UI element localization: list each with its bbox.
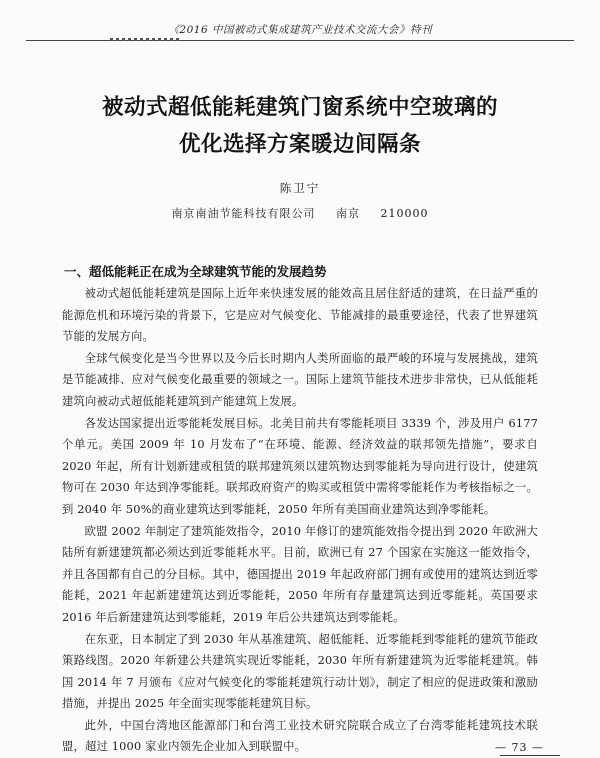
affiliation-city: 南京 (336, 207, 360, 220)
paragraph: 欧盟 2002 年制定了建筑能效指令，2010 年修订的建筑能效指令提出到 2020 年欧洲大陆所有新建建筑都必须达到近零能耗水平。目前，欧洲已有 27 个国家在实施这一能效指令，并且各国都有自己的分目标。其中，德国提出 2019 年起政府部门拥有或使用的建筑达到近零能耗，2021 年起新建建筑达到近零能耗，2050 年所有存量建筑达到近零能耗。英国要求 2016 年后新建建筑达到零能耗，2019 年后公共建筑达到零能耗。 (62, 524, 538, 624)
paragraph: 此外，中国台湾地区能源部门和台湾工业技术研究院联合成立了台湾零能耗建筑技术联盟，超过 1000 家业内领先企业加入到联盟中。 (62, 718, 538, 754)
paragraph: 被动式超低能耗建筑是国际上近年来快速发展的能效高且居住舒适的建筑，在日益严重的能源危机和环境污染的背景下，它是应对气候变化、节能减排的最重要途径，代表了世界建筑节能的发展方向。 (62, 287, 538, 344)
paragraph: 在东亚，日本制定了到 2030 年从基准建筑、超低能耗、近零能耗到零能耗的建筑节能政策路线图。2020 年新建公共建筑实现近零能耗，2030 年所有新建建筑为近零能耗建筑。韩国 2014 年 7 月颁布《应对气候变化的零能耗建筑行动计划》，制定了相应的促进政策和激励措施，并提出 2025 年全面实现零能耗建筑目标。 (62, 632, 538, 711)
running-header (0, 16, 600, 50)
section-body (62, 283, 538, 758)
journal-header-text: 《2016 中国被动式集成建筑产业技术交流大会》特刊 (168, 24, 432, 36)
header-rule (26, 40, 574, 41)
author-name: 陈卫宁 (279, 181, 321, 195)
paper-title-line-1: 被动式超低能耗建筑门窗系统中空玻璃的 (101, 95, 498, 120)
page-number: — 73 — (495, 741, 544, 754)
paragraph: 各发达国家提出近零能耗发展目标。北美目前共有零能耗项目 3339 个，涉及用户 6177 个单元。美国 2009 年 10 月发布了“在环境、能源、经济效益的联邦领先措施”，要求自 2020 年起，所有计划新建或租赁的联邦建筑须以建筑物达到零能耗为导向进行设计，使建筑物可在 2030 年达到净零能耗。联邦政府资产的购买或租赁中需将零能耗作为考核指标之一。到 2040 年 50%的商业建筑达到零能耗，2050 年所有美国商业建筑达到净零能耗。 (62, 416, 538, 516)
affiliation-postcode: 210000 (380, 207, 429, 220)
author-affiliation (0, 205, 600, 221)
paper-title-line-2: 优化选择方案暖边间隔条 (178, 132, 421, 157)
paragraph: 全球气候变化是当今世界以及今后长时期内人类所面临的最严峻的环境与发展挑战，建筑是节能减排、应对气候变化最重要的领域之一。国际上建筑节能技术进步非常快，已从低能耗建筑向被动式超低能耗建筑到产能建筑上发展。 (62, 351, 538, 408)
section-heading: 一、超低能耗正在成为全球建筑节能的发展趋势 (64, 264, 327, 279)
header-rule-decoration (110, 38, 180, 41)
affiliation-org: 南京南油节能科技有限公司 (171, 207, 316, 220)
